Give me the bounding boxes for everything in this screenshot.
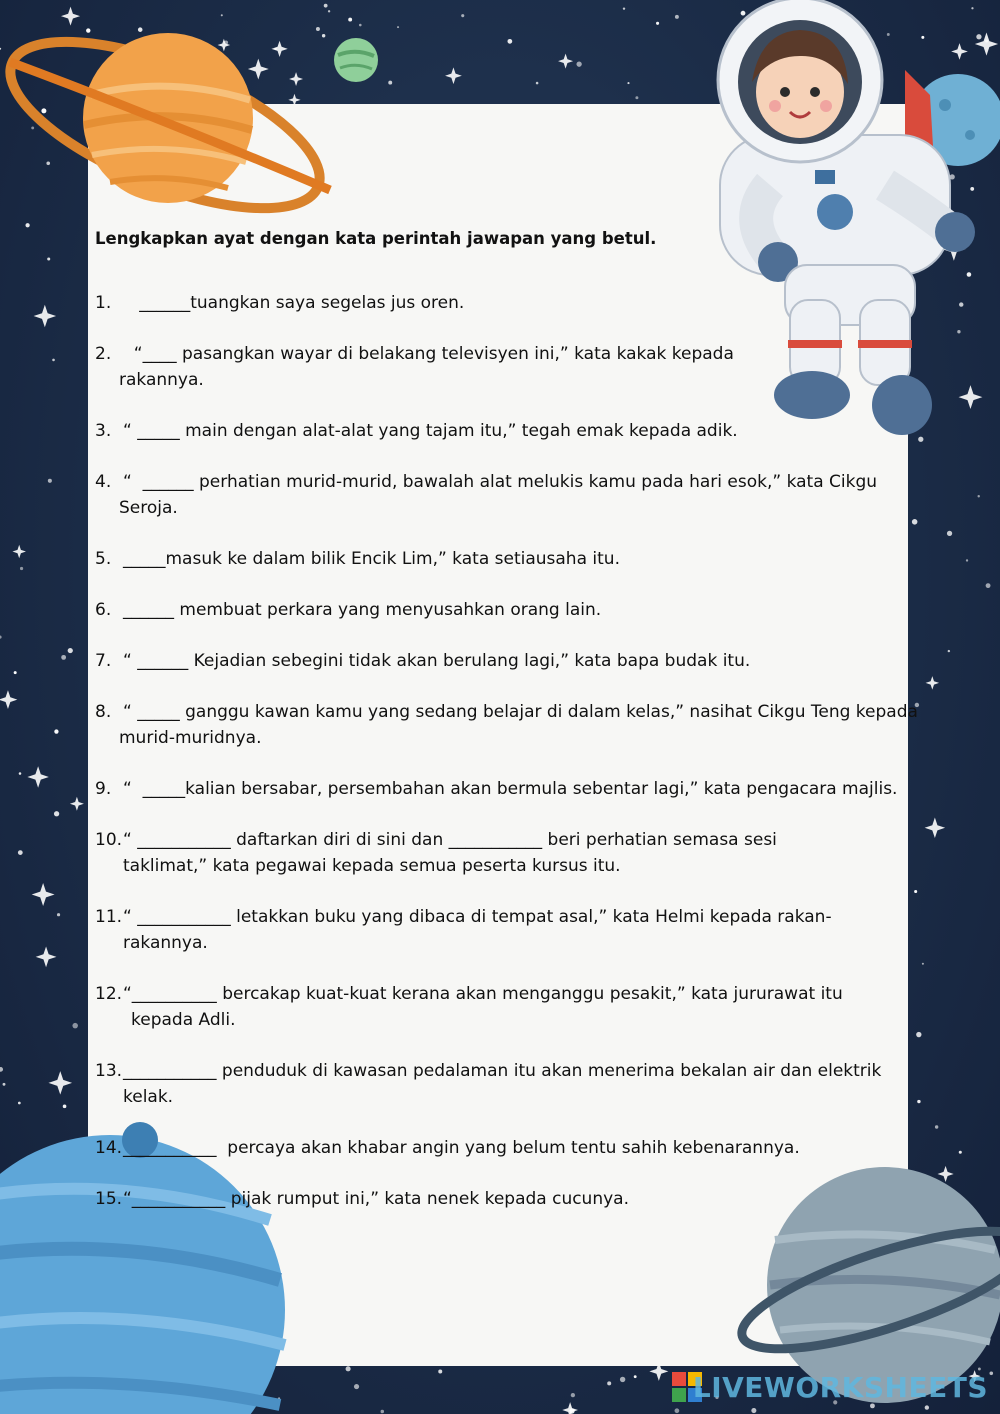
question-item [95,546,910,572]
question-number: 5. [95,549,112,569]
question-item [95,904,910,956]
question-item [95,827,910,879]
question-text: “____ pasangkan wayar di belakang televisyen ini,” kata kakak kepada [123,344,734,364]
question-text: “ ___________ daftarkan diri di sini dan ___________ beri perhatian semasa sesi [123,830,777,850]
question-number: 13. [95,1061,123,1081]
question-number: 4. [95,472,112,492]
question-text: “ ______ perhatian murid-murid, bawalah alat melukis kamu pada hari esok,” kata Cikgu [123,472,878,492]
question-text: ______ membuat perkara yang menyusahkan orang lain. [123,600,602,620]
question-text: “__________ bercakap kuat-kuat kerana akan menganggu pesakit,” kata jururawat itu [123,984,843,1004]
question-number: 15. [95,1189,123,1209]
question-number: 11. [95,907,123,927]
question-text-continued: rakannya. [123,933,208,953]
question-text: “ ______ Kejadian sebegini tidak akan berulang lagi,” kata bapa budak itu. [123,651,751,671]
question-text-continued: Seroja. [119,498,178,518]
question-number: 14. [95,1138,123,1158]
question-text-continued: murid-muridnya. [119,728,262,748]
question-number: 8. [95,702,112,722]
question-text-continued: kepada Adli. [131,1010,236,1030]
question-number: 2. [95,344,112,364]
question-item [95,1058,910,1110]
question-text: ___________ penduduk di kawasan pedalaman itu akan menerima bekalan air dan elektrik [123,1061,882,1081]
question-text: “ _____kalian bersabar, persembahan akan bermula sebentar lagi,” kata pengacara majlis. [123,779,898,799]
question-text: “ _____ ganggu kawan kamu yang sedang belajar di dalam kelas,” nasihat Cikgu Teng kepada [123,702,918,722]
question-number: 6. [95,600,112,620]
question-item [95,981,910,1033]
green-planet-icon [334,38,378,82]
saturn-planet-icon [0,8,340,243]
question-number: 10. [95,830,123,850]
instruction-heading: Lengkapkan ayat dengan kata perintah jawapan yang betul. [95,229,657,248]
question-text-continued: rakannya. [119,370,204,390]
question-number: 3. [95,421,112,441]
question-text: “ _____ main dengan alat-alat yang tajam itu,” tegah emak kepada adik. [123,421,738,441]
question-list [95,290,918,1212]
question-item [95,418,910,444]
question-item [95,290,910,316]
question-text: “ ___________ letakkan buku yang dibaca di tempat asal,” kata Helmi kepada rakan- [123,907,832,927]
question-item [95,597,910,623]
question-text: “___________ pijak rumput ini,” kata nenek kepada cucunya. [123,1189,629,1209]
question-item [95,341,910,393]
question-text: ______tuangkan saya segelas jus oren. [123,293,465,313]
question-item [95,648,910,674]
question-item [95,776,910,802]
question-number: 12. [95,984,123,1004]
question-text: ___________ percaya akan khabar angin yang belum tentu sahih kebenarannya. [123,1138,800,1158]
question-text: _____masuk ke dalam bilik Encik Lim,” kata setiausaha itu. [123,549,620,569]
question-item [95,699,918,751]
watermark-text: LIVEWORKSHEETS [692,1371,988,1404]
question-item [95,1135,910,1161]
worksheet-content [95,226,918,1237]
question-item [95,469,910,521]
question-text-continued: taklimat,” kata pegawai kepada semua peserta kursus itu. [123,856,621,876]
question-number: 9. [95,779,112,799]
question-number: 7. [95,651,112,671]
question-item [95,1186,910,1212]
question-number: 1. [95,293,112,313]
question-text-continued: kelak. [123,1087,174,1107]
